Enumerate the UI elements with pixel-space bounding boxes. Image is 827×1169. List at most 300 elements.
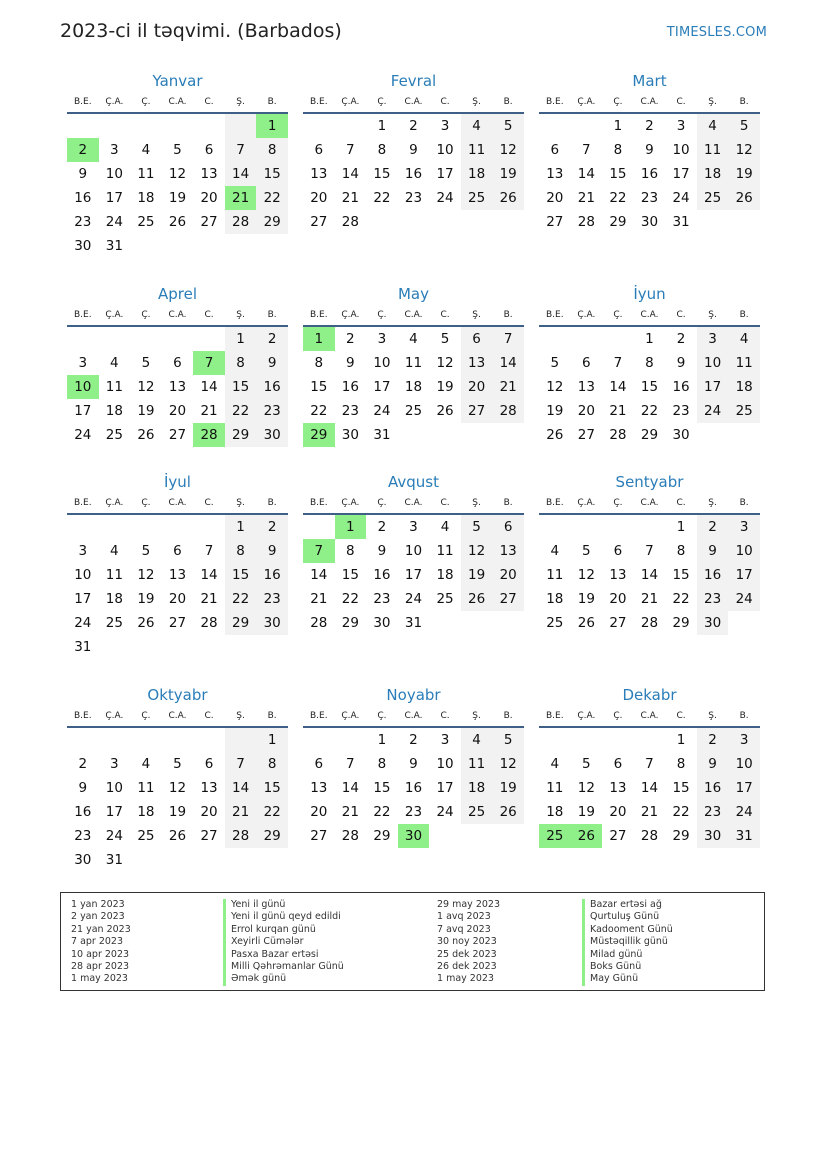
day-cell: 18 [461,776,493,800]
weekday-label: Ç. [377,498,387,508]
holiday-name: Müstəqillik günü [590,936,668,948]
day-cell-empty [303,728,335,752]
day-cell-empty [335,728,367,752]
holiday-name: Milli Qəhrəmanlar Günü [231,961,344,973]
day-cell: 20 [310,804,328,820]
day-cell-empty [571,114,603,138]
day-cell: 2 [256,515,288,539]
day-cell: 22 [225,587,257,611]
weekday-label: C. [204,97,214,107]
day-cell: 26 [168,214,187,230]
day-cell: 9 [697,752,729,776]
weekday-label: C. [204,498,214,508]
day-cell: 10 [404,543,423,559]
day-cell: 14 [310,567,328,583]
day-cell: 28 [200,615,218,631]
day-cell-empty [571,515,603,539]
weekday-label: C. [440,310,450,320]
day-cell: 1 [377,732,387,748]
day-cell: 24 [105,214,123,230]
day-cell: 10 [697,351,729,375]
day-cell: 29 [256,824,288,848]
day-cell: 2 [409,732,418,748]
day-cell: 24 [436,804,454,820]
holiday-date: 2 yan 2023 [71,911,125,923]
day-grid [539,728,760,848]
day-cell: 19 [492,776,524,800]
day-cell-empty [634,515,666,539]
day-cell: 16 [373,567,391,583]
day-cell: 14 [492,351,524,375]
day-cell: 5 [492,114,524,138]
day-cell-empty [193,327,225,351]
holiday-date: 7 apr 2023 [71,936,124,948]
day-cell: 11 [436,543,454,559]
month-block [539,70,760,234]
month-block [67,70,288,258]
month-block [539,471,760,635]
day-cell: 1 [676,519,686,535]
day-cell-empty [193,114,225,138]
day-cell: 25 [546,615,564,631]
day-cell: 9 [697,539,729,563]
day-cell: 17 [74,591,92,607]
day-cell: 25 [105,615,123,631]
weekday-label: C. [204,310,214,320]
day-cell: 27 [609,615,627,631]
day-cell-empty [193,728,225,752]
day-cell: 14 [640,567,659,583]
month-block [67,471,288,659]
day-cell: 19 [436,379,454,395]
weekday-label: B.E. [545,711,564,721]
weekday-label: Ş. [472,498,481,508]
day-cell: 27 [310,828,328,844]
day-cell: 15 [310,379,328,395]
day-cell: 7 [613,355,623,371]
day-cell: 17 [728,776,760,800]
day-cell: 2 [377,519,387,535]
day-cell: 4 [550,756,560,772]
holiday-date: 7 avq 2023 [437,923,491,935]
day-cell: 15 [672,567,690,583]
day-cell: 5 [141,543,151,559]
day-grid [67,114,288,258]
day-cell: 25 [697,186,729,210]
day-cell: 13 [310,166,328,182]
day-cell: 19 [168,190,187,206]
weekday-header [303,305,524,327]
month-name: Mart [632,72,667,90]
day-cell-holiday: 2 [67,138,99,162]
day-cell: 16 [404,166,423,182]
day-cell: 12 [168,166,187,182]
day-cell: 29 [640,427,659,443]
day-cell-empty [225,728,257,752]
day-cell: 31 [672,214,690,230]
day-cell: 12 [546,379,564,395]
day-cell: 11 [461,138,493,162]
day-cell: 27 [492,587,524,611]
month-block [67,283,288,447]
weekday-label: C. [440,498,450,508]
day-cell: 10 [373,355,391,371]
weekday-label: B. [267,310,277,320]
weekday-label: B. [503,310,513,320]
day-cell: 22 [672,591,690,607]
holiday-date: 21 yan 2023 [71,923,131,935]
day-cell: 11 [137,780,155,796]
day-cell: 13 [577,379,595,395]
weekday-label: C.A. [640,711,659,721]
weekday-header [539,92,760,114]
day-cell: 26 [492,800,524,824]
day-cell: 17 [728,563,760,587]
day-cell: 2 [645,118,654,134]
day-cell: 7 [204,543,214,559]
day-cell: 7 [225,752,257,776]
day-cell: 14 [609,379,627,395]
day-cell: 17 [373,379,391,395]
day-cell: 24 [105,828,123,844]
day-cell: 1 [225,515,257,539]
day-cell: 9 [409,756,418,772]
weekday-label: C.A. [168,97,187,107]
day-cell: 4 [409,331,418,347]
weekday-label: Ç.A. [105,711,124,721]
weekday-header [303,706,524,728]
day-cell: 23 [256,399,288,423]
weekday-label: C.A. [404,97,423,107]
day-cell-empty [571,728,603,752]
day-cell: 31 [728,824,760,848]
day-cell: 6 [314,142,324,158]
day-cell: 22 [609,190,627,206]
day-cell: 8 [645,355,654,371]
day-cell: 11 [461,752,493,776]
day-cell: 19 [137,403,155,419]
weekday-header [67,493,288,515]
day-cell: 14 [577,166,595,182]
day-cell: 11 [137,166,155,182]
day-cell: 12 [436,355,454,371]
day-cell: 8 [613,142,623,158]
day-cell: 20 [577,403,595,419]
day-cell: 4 [110,543,119,559]
weekday-label: B. [739,97,749,107]
day-cell: 4 [461,114,493,138]
day-cell: 6 [204,756,214,772]
day-cell: 6 [173,543,182,559]
day-cell: 22 [341,591,359,607]
day-cell: 7 [346,756,355,772]
day-cell: 24 [74,615,92,631]
day-cell: 21 [200,591,218,607]
day-cell-holiday: 7 [303,539,335,563]
day-cell: 2 [346,331,355,347]
day-cell-empty [130,515,162,539]
day-cell: 4 [110,355,119,371]
weekday-label: Ç. [613,97,623,107]
day-cell: 5 [141,355,151,371]
weekday-label: Ş. [708,711,717,721]
day-cell-holiday: 10 [67,375,99,399]
weekday-label: Ç.A. [341,310,360,320]
brand-logo-text[interactable]: TIMESLES.COM [666,25,767,40]
day-cell: 22 [225,399,257,423]
day-cell: 16 [404,780,423,796]
month-name: Sentyabr [615,473,684,491]
month-name: Dekabr [622,686,677,704]
day-cell: 4 [461,728,493,752]
weekday-label: C.A. [404,498,423,508]
weekday-label: B. [267,711,277,721]
day-cell: 27 [200,828,218,844]
day-cell: 24 [728,800,760,824]
day-cell: 5 [440,331,450,347]
day-cell: 6 [613,756,623,772]
day-cell: 27 [168,427,187,443]
day-cell: 3 [78,355,88,371]
day-cell: 26 [577,615,595,631]
day-cell: 5 [582,756,591,772]
day-cell: 25 [436,591,454,607]
day-cell: 4 [728,327,760,351]
day-cell: 3 [110,756,119,772]
day-cell: 23 [256,587,288,611]
day-cell: 16 [256,375,288,399]
day-cell-holiday: 26 [571,824,603,848]
day-cell: 26 [436,403,454,419]
day-cell-empty [162,327,194,351]
day-cell: 20 [200,190,218,206]
day-cell: 6 [550,142,560,158]
day-cell-empty [539,327,571,351]
day-cell: 22 [256,800,288,824]
day-cell-holiday: 28 [193,423,225,447]
holiday-date: 28 apr 2023 [71,961,130,973]
weekday-header [303,92,524,114]
holiday-name: Pasxa Bazar ertəsi [231,948,319,960]
day-cell: 10 [74,567,92,583]
day-cell: 19 [577,591,595,607]
weekday-label: Ç.A. [577,498,596,508]
day-cell: 14 [200,567,218,583]
day-cell: 9 [256,539,288,563]
holiday-date: 30 noy 2023 [437,936,497,948]
day-cell: 29 [225,611,257,635]
day-cell: 21 [609,403,627,419]
weekday-label: Ş. [472,97,481,107]
day-cell: 30 [256,611,288,635]
day-cell: 8 [225,351,257,375]
day-cell-empty [162,728,194,752]
day-cell: 4 [550,543,560,559]
day-cell: 7 [492,327,524,351]
day-cell: 28 [640,828,659,844]
day-cell-holiday: 1 [303,327,335,351]
day-cell: 2 [697,515,729,539]
day-cell-holiday: 7 [193,351,225,375]
day-cell: 27 [546,214,564,230]
day-cell: 8 [676,756,686,772]
day-cell-empty [67,327,99,351]
day-cell: 14 [341,780,359,796]
day-cell: 21 [492,375,524,399]
day-cell: 26 [546,427,564,443]
weekday-label: C. [676,310,686,320]
weekday-label: Ş. [236,97,245,107]
day-cell: 18 [728,375,760,399]
day-cell: 28 [341,828,359,844]
day-cell: 12 [577,567,595,583]
day-cell: 13 [492,539,524,563]
weekday-label: Ç. [141,97,151,107]
weekday-label: C.A. [640,97,659,107]
holiday-date: 1 avq 2023 [437,911,491,923]
day-cell: 23 [640,190,659,206]
day-grid [539,515,760,635]
day-cell: 15 [341,567,359,583]
day-cell-holiday: 21 [225,186,257,210]
day-grid [303,114,524,234]
day-cell: 27 [577,427,595,443]
weekday-label: Ç.A. [341,711,360,721]
day-cell-empty [99,515,131,539]
day-cell: 12 [137,379,155,395]
day-cell: 16 [74,190,92,206]
day-cell: 5 [492,728,524,752]
day-cell: 23 [697,587,729,611]
day-cell: 22 [373,804,391,820]
day-cell: 4 [141,142,151,158]
day-cell: 20 [200,804,218,820]
day-cell: 6 [314,756,324,772]
weekday-label: B.E. [545,310,564,320]
day-cell: 7 [582,142,591,158]
month-block [303,684,524,848]
day-cell: 1 [645,331,654,347]
weekday-label: B.E. [73,711,92,721]
day-cell: 24 [436,190,454,206]
day-cell-holiday: 1 [256,114,288,138]
weekday-label: Ç.A. [105,310,124,320]
day-cell: 22 [256,186,288,210]
day-cell-empty [130,728,162,752]
weekday-label: B.E. [309,498,328,508]
month-block [303,70,524,234]
day-cell: 9 [78,780,88,796]
day-cell: 30 [341,427,359,443]
day-cell: 13 [200,166,218,182]
weekday-label: Ş. [708,498,717,508]
holiday-name: Yeni il günü [231,899,286,910]
day-grid [67,327,288,447]
day-cell: 30 [74,852,92,868]
day-cell-empty [130,114,162,138]
holiday-name: Kadooment Günü [590,923,673,935]
holiday-date: 1 may 2023 [71,973,128,985]
weekday-label: B. [739,498,749,508]
holiday-date: 26 dek 2023 [437,961,497,973]
holiday-name: Xeyirli Cümələr [231,936,304,948]
day-cell: 7 [645,756,654,772]
weekday-label: C. [676,97,686,107]
month-block [303,283,524,447]
day-cell: 20 [168,403,187,419]
day-cell: 16 [640,166,659,182]
day-cell-empty [67,515,99,539]
day-cell: 3 [377,331,387,347]
weekday-label: B. [739,711,749,721]
day-cell: 12 [728,138,760,162]
month-name: Fevral [390,72,437,90]
day-cell: 12 [461,539,493,563]
month-name: May [397,285,429,303]
day-cell-empty [99,728,131,752]
day-cell: 4 [440,519,450,535]
day-cell: 26 [168,828,187,844]
day-cell: 20 [492,563,524,587]
day-cell: 24 [404,591,423,607]
month-name: Aprel [157,285,198,303]
day-cell: 9 [645,142,654,158]
day-cell: 9 [409,142,418,158]
day-cell-empty [335,114,367,138]
weekday-header [67,305,288,327]
day-cell: 6 [461,327,493,351]
weekday-label: B.E. [309,97,328,107]
weekday-label: Ş. [708,97,717,107]
day-grid [303,515,524,635]
day-cell-empty [162,515,194,539]
month-name: Yanvar [152,72,203,90]
day-cell: 15 [256,776,288,800]
day-cell-empty [602,728,634,752]
day-cell: 14 [341,166,359,182]
day-cell: 30 [373,615,391,631]
holiday-list [60,892,765,991]
holiday-date: 1 yan 2023 [71,899,125,910]
day-cell: 20 [461,375,493,399]
day-cell: 21 [640,591,659,607]
day-cell: 23 [373,591,391,607]
holiday-names-col-1 [223,899,344,986]
day-cell-empty [303,114,335,138]
day-cell: 29 [672,828,690,844]
day-cell: 19 [728,162,760,186]
weekday-label: Ş. [708,310,717,320]
weekday-label: B. [503,97,513,107]
day-cell: 6 [204,142,214,158]
day-cell: 28 [225,824,257,848]
day-cell-empty [539,114,571,138]
day-cell: 17 [105,190,123,206]
day-cell: 29 [672,615,690,631]
day-cell: 14 [200,379,218,395]
day-cell: 16 [697,776,729,800]
weekday-label: B. [503,711,513,721]
day-cell: 22 [373,190,391,206]
day-cell: 31 [404,615,423,631]
day-cell: 12 [492,752,524,776]
weekday-label: Ş. [472,310,481,320]
day-cell: 9 [256,351,288,375]
weekday-label: B.E. [73,310,92,320]
day-cell: 15 [225,563,257,587]
day-cell: 12 [577,780,595,796]
month-block [539,684,760,848]
